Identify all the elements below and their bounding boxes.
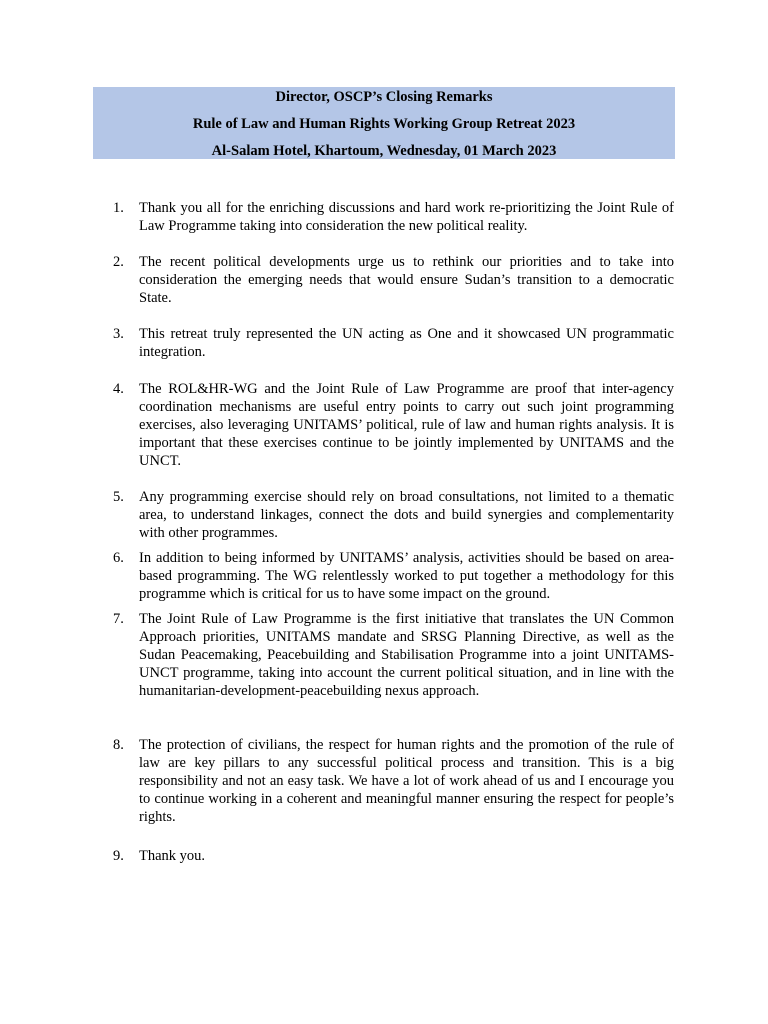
list-item-number: 9.: [113, 848, 124, 864]
event-venue-date: Al-Salam Hotel, Khartoum, Wednesday, 01 March 2023: [211, 143, 557, 159]
list-item-text: The Joint Rule of Law Programme is the first initiative that translates the UN Common Approach priorities, UNITAMS mandate and SRSG Planning Directive, as well as the Sudan Peacemaking, Peacebuilding and Stabilisation Programme into a joint UNITAMS-UNCT programme, taking into account the current political situation, and in line with the humanitarian-development-peacebuilding nexus approach.: [139, 611, 674, 699]
list-item-text: The recent political developments urge us to rethink our priorities and to take into consideration the emerging needs that would ensure Sudan’s transition to a democratic State.: [139, 254, 674, 306]
event-title: Rule of Law and Human Rights Working Group Retreat 2023: [192, 116, 576, 132]
list-item: [113, 488, 674, 542]
list-item-text: Thank you.: [139, 848, 206, 864]
list-item-number: 6.: [113, 550, 124, 566]
list-item: [113, 325, 674, 361]
list-item-number: 4.: [113, 381, 124, 397]
list-item-text: The protection of civilians, the respect for human rights and the promotion of the rule of law are key pillars to any successful political process and transition. This is a big responsibility and not an easy task. We have a lot of work ahead of us and I encourage you to continue working in a coherent and meaningful manner ensuring the respect for people’s rights.: [139, 737, 674, 825]
list-item-number: 3.: [113, 326, 124, 342]
list-item: [113, 736, 674, 826]
header-box: [93, 87, 675, 159]
list-item-text: Any programming exercise should rely on broad consultations, not limited to a thematic area, to understand linkages, connect the dots and build synergies and complementarity with other programmes.: [139, 489, 674, 541]
list-item-number: 5.: [113, 489, 124, 505]
document-title: Director, OSCP’s Closing Remarks: [275, 89, 493, 105]
list-item-number: 2.: [113, 254, 124, 270]
list-item-text: This retreat truly represented the UN acting as One and it showcased UN programmatic integration.: [139, 326, 674, 360]
list-item: [113, 549, 674, 603]
list-item: [113, 253, 674, 307]
list-item-number: 8.: [113, 737, 124, 753]
list-item: [113, 610, 674, 700]
list-item-text: The ROL&HR-WG and the Joint Rule of Law Programme are proof that inter-agency coordination mechanisms are useful entry points to carry out such joint programming exercises, also leveraging UNITAMS’ political, rule of law and human rights analysis. It is important that these exercises continue to be jointly implemented by UNITAMS and the UNCT.: [139, 381, 674, 469]
list-item-number: 7.: [113, 611, 124, 627]
list-item: [113, 847, 674, 865]
list-item-text: Thank you all for the enriching discussions and hard work re-prioritizing the Joint Rule of Law Programme taking into consideration the new political reality.: [139, 200, 674, 234]
list-item-number: 1.: [113, 200, 124, 216]
list-item-text: In addition to being informed by UNITAMS’ analysis, activities should be based on area-based programming. The WG relentlessly worked to put together a methodology for this programme which is critical for us to have some impact on the ground.: [139, 550, 674, 602]
list-item: [113, 199, 674, 235]
list-item: [113, 380, 674, 470]
